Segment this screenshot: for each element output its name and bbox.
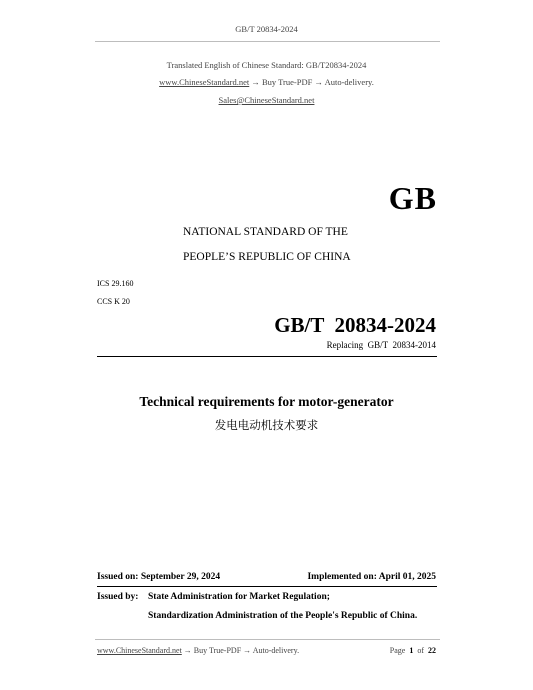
implemented-on: Implemented on: April 01, 2025: [307, 572, 436, 582]
issued-on: Issued on: September 29, 2024: [97, 572, 221, 582]
auto-delivery-text: Auto-delivery.: [324, 77, 374, 87]
ccs-code: CCS K 20: [97, 297, 130, 306]
footer-divider: [95, 639, 440, 640]
issuer-line-1: State Administration for Market Regulation;: [148, 592, 330, 602]
footer-buy-text: Buy True-PDF: [193, 646, 242, 655]
national-line-1: NATIONAL STANDARD OF THE: [183, 226, 348, 238]
gb-mark: GB: [388, 180, 437, 216]
title-chinese: 发电电动机技术要求: [214, 418, 319, 432]
translation-notice: Translated English of Chinese Standard: GB/T20834-2024: [166, 60, 367, 70]
arrow-icon: →: [183, 646, 192, 655]
issuer-line-2: Standardization Administration of the People's Republic of China.: [148, 611, 418, 621]
purchase-notice: [0, 77, 533, 87]
ics-code: ICS 29.160: [97, 279, 134, 288]
page-indicator: [390, 646, 436, 655]
replacing-note: Replacing GB/T 20834-2014: [326, 340, 436, 350]
number-divider: [97, 356, 437, 357]
footer-site-link[interactable]: www.ChineseStandard.net: [97, 646, 182, 655]
of-label: of: [417, 646, 424, 655]
running-header: GB/T 20834-2024: [235, 24, 298, 34]
buy-text: Buy True-PDF: [262, 77, 313, 87]
arrow-icon: →: [243, 646, 252, 655]
title-english: Technical requirements for motor-generator: [139, 394, 394, 409]
standard-number: GB/T 20834-2024: [274, 313, 436, 337]
arrow-icon: →: [314, 77, 323, 87]
page-current: 1: [409, 646, 414, 655]
national-line-2: PEOPLE’S REPUBLIC OF CHINA: [183, 251, 351, 263]
arrow-icon: →: [251, 77, 260, 87]
dates-divider: [97, 586, 437, 587]
page-total: 22: [428, 646, 436, 655]
email-line: [0, 95, 533, 105]
site-link[interactable]: www.ChineseStandard.net: [159, 77, 250, 87]
header-divider: [95, 41, 440, 42]
footer-notice: [97, 646, 299, 655]
issued-by-label: Issued by:: [97, 592, 139, 602]
email-link[interactable]: Sales@ChineseStandard.net: [218, 95, 315, 105]
page-label: Page: [389, 646, 406, 655]
footer-auto-text: Auto-delivery.: [252, 646, 300, 655]
